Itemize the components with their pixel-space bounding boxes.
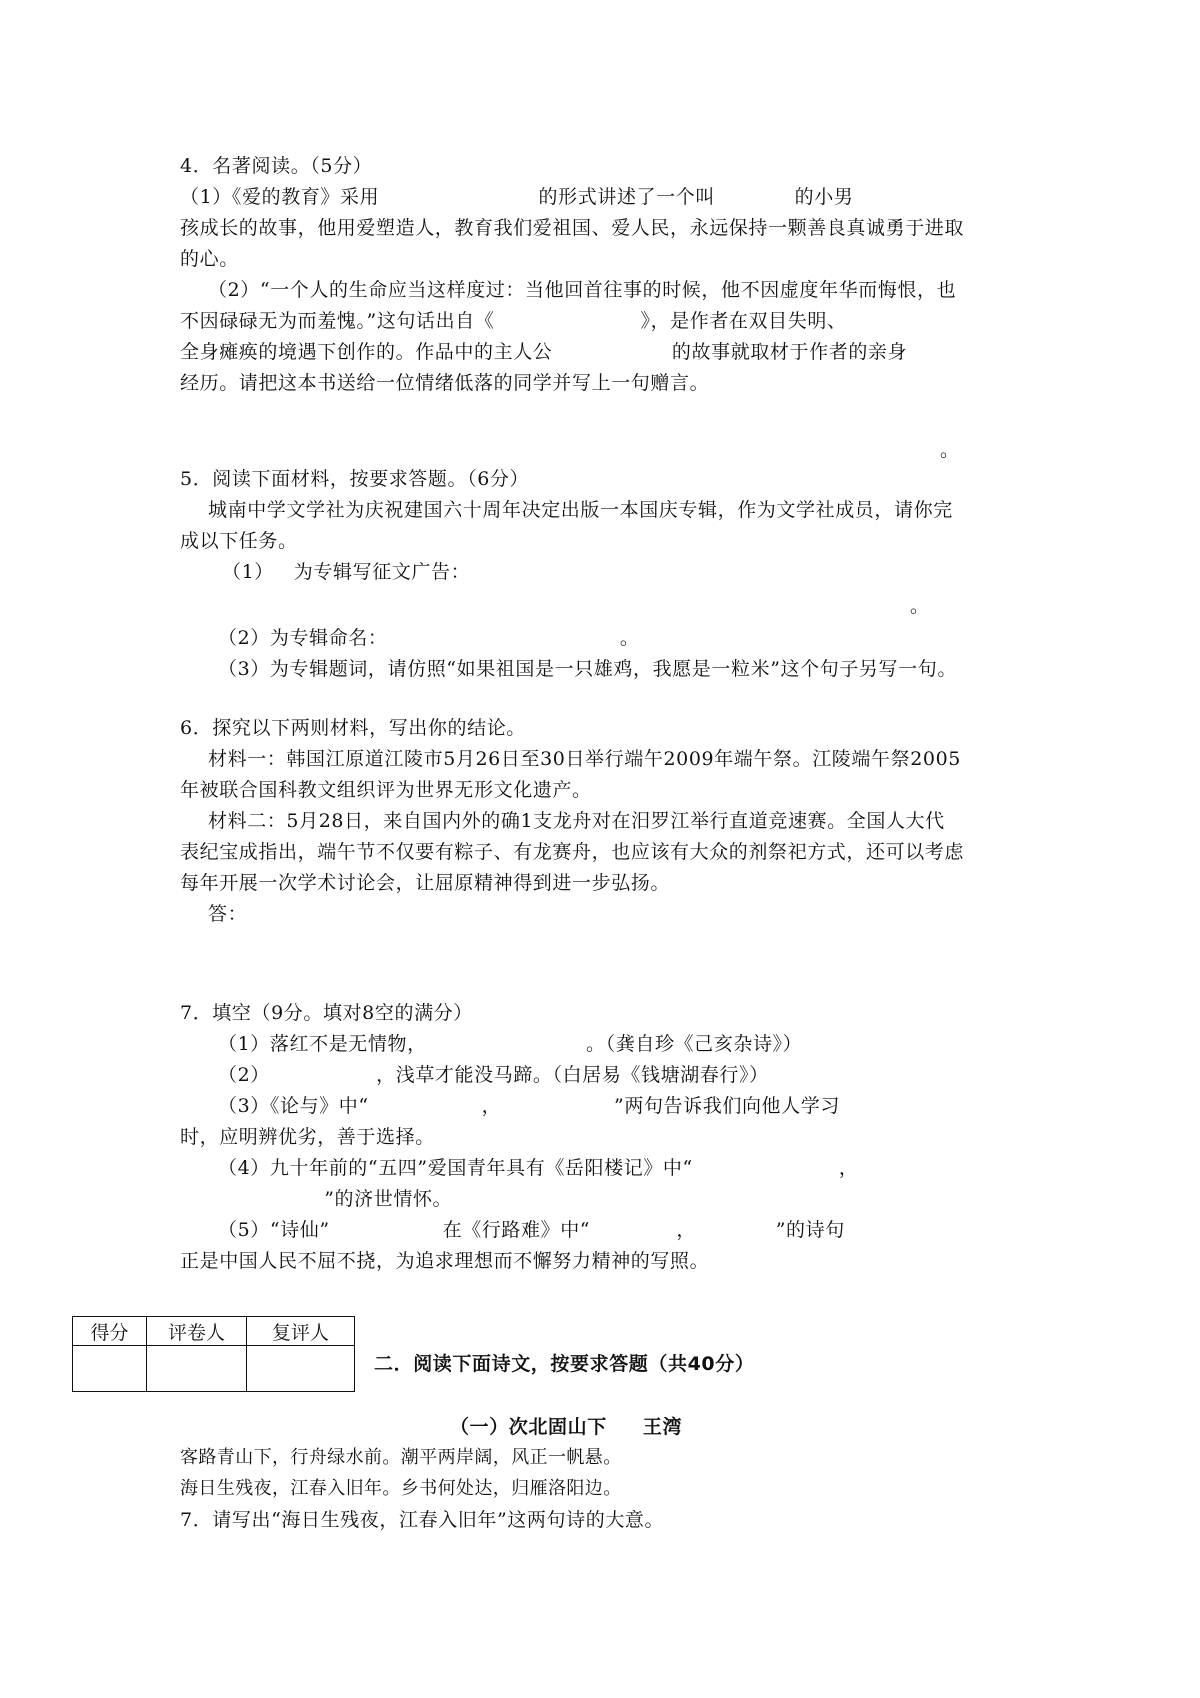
q6-title: 6．探究以下两则材料，写出你的结论。 <box>180 717 526 739</box>
q6-line-3: 材料二：5月28日，来自国内外的确1支龙舟对在汨罗江举行直道竞速赛。全国人大代 <box>208 810 945 832</box>
q5-line-3: （1） 为专辑写征文广告： <box>222 561 471 583</box>
q6-answer-label: 答： <box>208 903 248 925</box>
q7-line-4: 时，应明辨优劣，善于选择。 <box>180 1126 435 1148</box>
q4-line-2: 孩成长的故事，他用爱塑造人，教育我们爱祖国、爱人民，永远保持一颗善良真诚勇于进取 <box>180 217 965 239</box>
q6-line-2: 年被联合国科教文组织评为世界无形文化遗产。 <box>180 779 592 801</box>
q4-line-3: 的心。 <box>180 248 239 270</box>
score-header-fupingren: 复评人 <box>247 1317 355 1346</box>
q5-line-5: （2）为专辑命名： 。 <box>218 627 640 649</box>
q5-line-1: 城南中学文学社为庆祝建国六十周年决定出版一本国庆专辑，作为文学社成员，请你完 <box>208 499 953 521</box>
grader-cell[interactable] <box>147 1346 247 1392</box>
q7-line-1: （1）落红不是无情物， 。（龚自珍《己亥杂诗》） <box>218 1033 803 1055</box>
q7-line-2: （2） ，浅草才能没马蹄。（白居易《钱塘湖春行》） <box>218 1064 769 1086</box>
section2-heading: 二．阅读下面诗文，按要求答题（共40分） <box>374 1353 755 1375</box>
question-7-poem: 7．请写出“海日生残夜，江春入旧年”这两句诗的大意。 <box>180 1509 665 1531</box>
score-header-defen: 得分 <box>73 1317 147 1346</box>
q5-title: 5．阅读下面材料，按要求答题。（6分） <box>180 468 530 490</box>
q6-line-5: 每年开展一次学术讨论会，让屈原精神得到进一步弘扬。 <box>180 872 671 894</box>
q4-line-8: 。 <box>940 439 960 461</box>
q5-line-2: 成以下任务。 <box>180 530 298 552</box>
reviewer-cell[interactable] <box>247 1346 355 1392</box>
q7-line-7: （5）“诗仙” 在《行路难》中“ ， ”的诗句 <box>218 1219 845 1241</box>
q5-line-6: （3）为专辑题词，请仿照“如果祖国是一只雄鸡，我愿是一粒米”这个句子另写一句。 <box>218 658 957 680</box>
q6-line-1: 材料一：韩国江原道江陵市5月26日至30日举行端午2009年端午祭。江陵端午祭2005 <box>208 748 961 770</box>
q5-line-4: 。 <box>910 595 930 617</box>
q7-line-5: （4）九十年前的“五四”爱国青年具有《岳阳楼记》中“ ， <box>218 1157 859 1179</box>
q4-line-1: （1）《爱的教育》采用 的形式讲述了一个叫 的小男 <box>180 186 854 208</box>
q4-line-7: 经历。请把这本书送给一位情绪低落的同学并写上一句赠言。 <box>180 372 710 394</box>
q7-title: 7．填空（9分。填对8空的满分） <box>180 1002 473 1024</box>
q7-line-8: 正是中国人民不屈不挠，为追求理想而不懈努力精神的写照。 <box>180 1250 710 1272</box>
q7-line-3: （3）《论与》中“ ， ”两句告诉我们向他人学习 <box>218 1095 840 1117</box>
q7-line-6: ”的济世情怀。 <box>218 1188 453 1210</box>
q4-title: 4．名著阅读。（5分） <box>180 155 373 177</box>
score-table <box>72 1316 355 1392</box>
poem-line-1: 客路青山下，行舟绿水前。潮平两岸阔，风正一帆悬。 <box>180 1447 622 1468</box>
q4-line-5: 不因碌碌无为而羞愧。”这句话出自《 》，是作者在双目失明、 <box>180 310 847 332</box>
q6-line-4: 表纪宝成指出，端午节不仅要有粽子、有龙赛舟，也应该有大众的剂祭祀方式，还可以考虑 <box>180 841 965 863</box>
poem-line-2: 海日生残夜，江春入旧年。乡书何处达，归雁洛阳边。 <box>180 1478 622 1499</box>
poem-title: （一）次北固山下 王湾 <box>450 1416 683 1438</box>
score-cell[interactable] <box>73 1346 147 1392</box>
q4-line-4: （2）“一个人的生命应当这样度过：当他回首往事的时候，他不因虚度年华而悔恨，也 <box>208 279 957 301</box>
q4-line-6: 全身瘫痪的境遇下创作的。作品中的主人公 的故事就取材于作者的亲身 <box>180 341 908 363</box>
score-header-pingjuanren: 评卷人 <box>147 1317 247 1346</box>
